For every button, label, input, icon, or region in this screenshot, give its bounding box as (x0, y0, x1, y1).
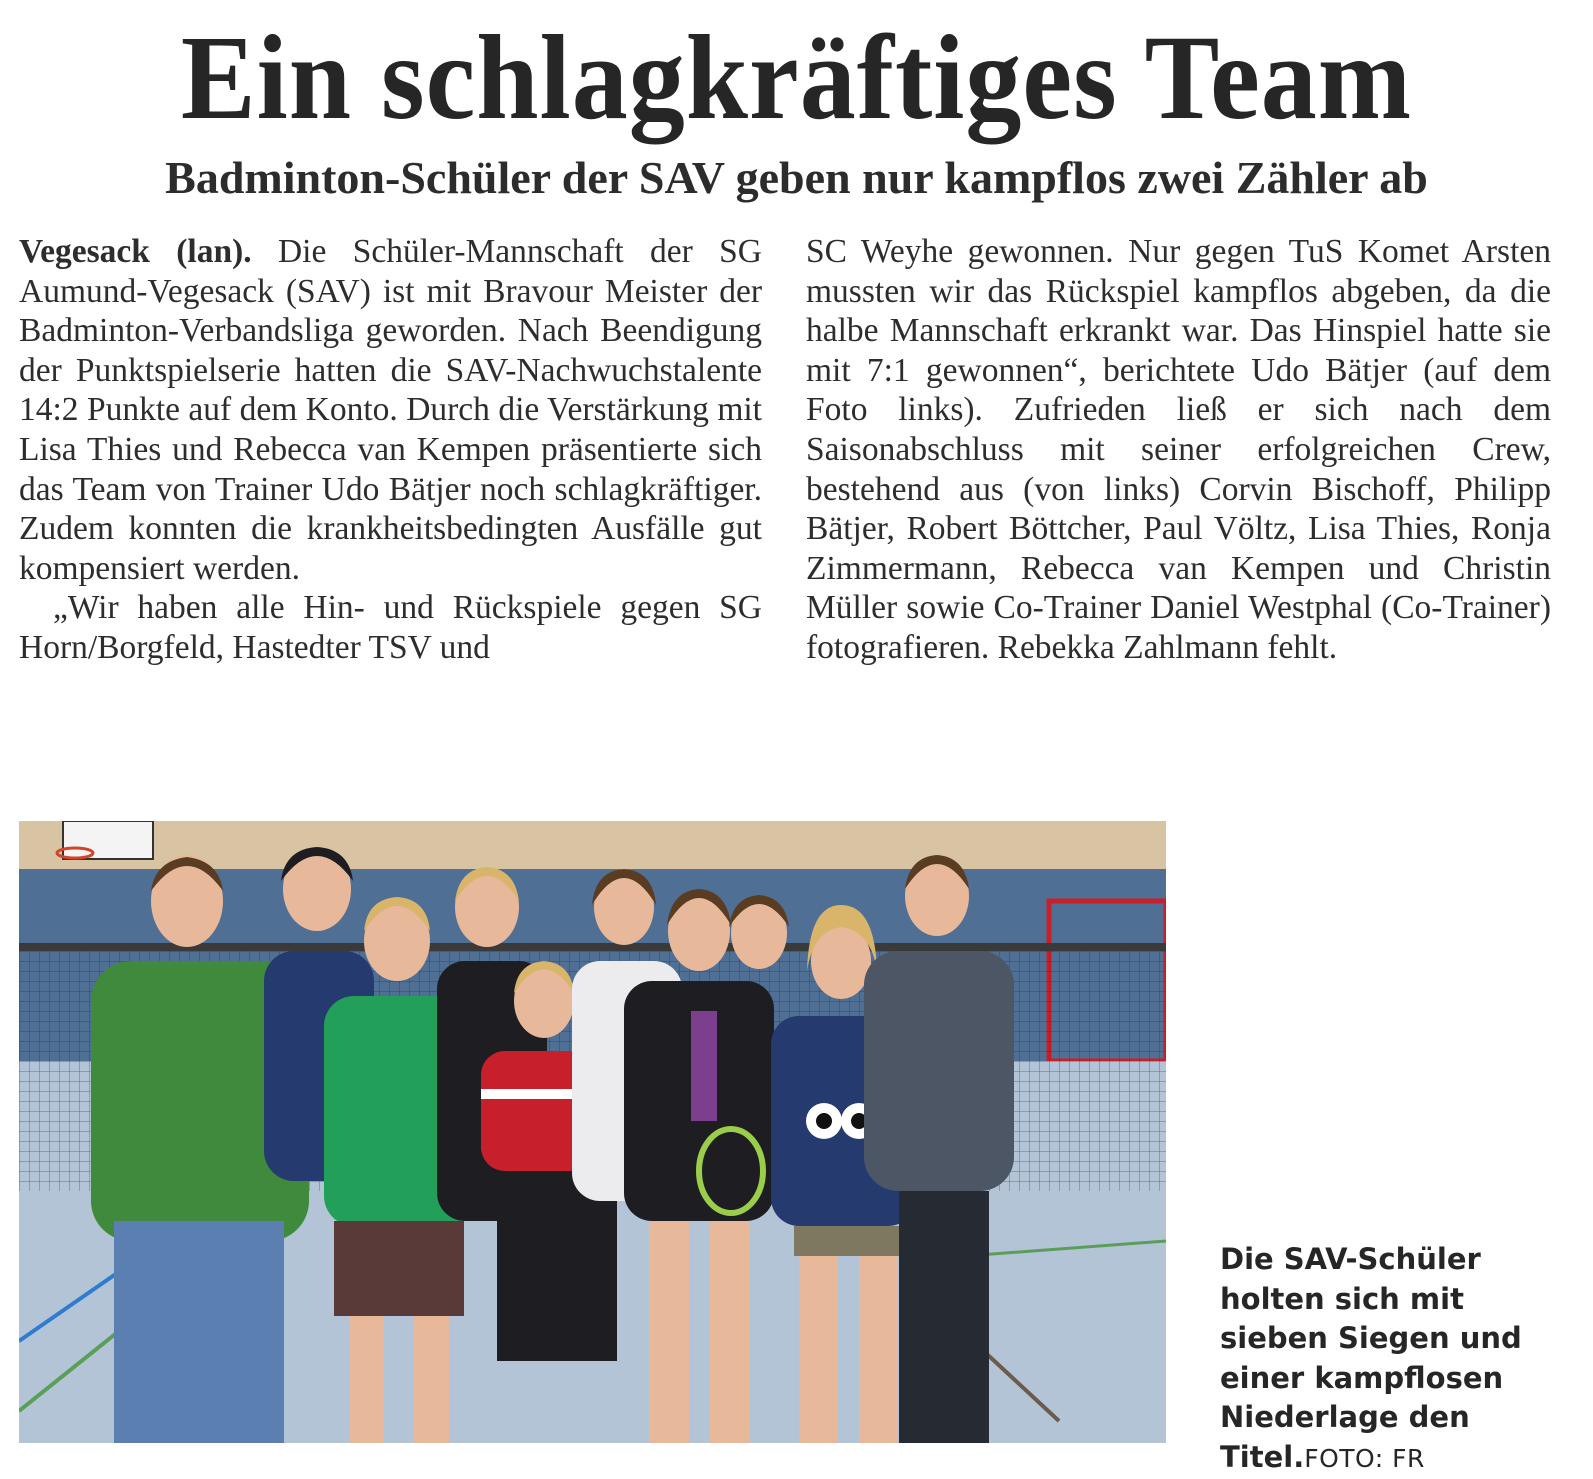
paragraph-1 (19, 232, 762, 588)
article-column-2 (806, 232, 1551, 668)
dateline: Vegesack (lan). (19, 233, 252, 270)
team-photo-illustration (19, 821, 1166, 1443)
subheadline: Badminton-Schüler der SAV geben nur kampflos zwei Zähler ab (165, 152, 1428, 203)
photo-credit: FOTO: FR (1304, 1443, 1425, 1473)
paragraph-2-start: „Wir haben alle Hin- und Rückspiele gegen SG Horn/Borgfeld, Hastedter TSV und (19, 589, 762, 666)
paragraph-2-continued: SC Weyhe gewonnen. Nur gegen TuS Komet Arsten mussten wir das Rückspiel kampflos abgeben, da die halbe Mannschaft erkrankt war. Das Hinspiel hatte sie mit 7:1 gewonnen“, berichtete Udo Bätjer (auf dem Foto links). Zufrieden ließ er sich nach dem Saisonabschluss mit seiner erfolgreichen Crew, bestehend aus (von links) Corvin Bischoff, Philipp Bätjer, Robert Böttcher, Paul Völtz, Lisa Thies, Ronja Zimmermann, Rebecca van Kempen und Christin Müller sowie Co-Trainer Daniel Westphal (Co-Trainer) fotografieren. Rebekka Zahlmann fehlt. (806, 233, 1551, 666)
team-photo (19, 821, 1166, 1443)
article-column-1 (19, 232, 762, 668)
headline: Ein schlagkräftiges Team (180, 11, 1413, 145)
paragraph-1-text: Die Schüler-Mannschaft der SG Aumund-Vegesack (SAV) ist mit Bravour Meister der Badminton-Verbandsliga geworden. Nach Beendigung der Punktspielserie hatten die SAV-Nachwuchstalente 14:2 Punkte auf dem Konto. Durch die Verstärkung mit Lisa Thies und Rebecca van Kempen präsentierte sich das Team von Trainer Udo Bätjer noch schlagkräftiger. Zudem konnten die krankheitsbedingten Ausfälle gut kompensiert werden. (19, 233, 762, 587)
basketball-board (63, 821, 153, 859)
caption-text: Die SAV-Schüler holten sich mit sieben Siegen und einer kampflosen Niederlage den Titel. (1220, 1242, 1522, 1474)
photo-caption (1220, 1240, 1560, 1479)
